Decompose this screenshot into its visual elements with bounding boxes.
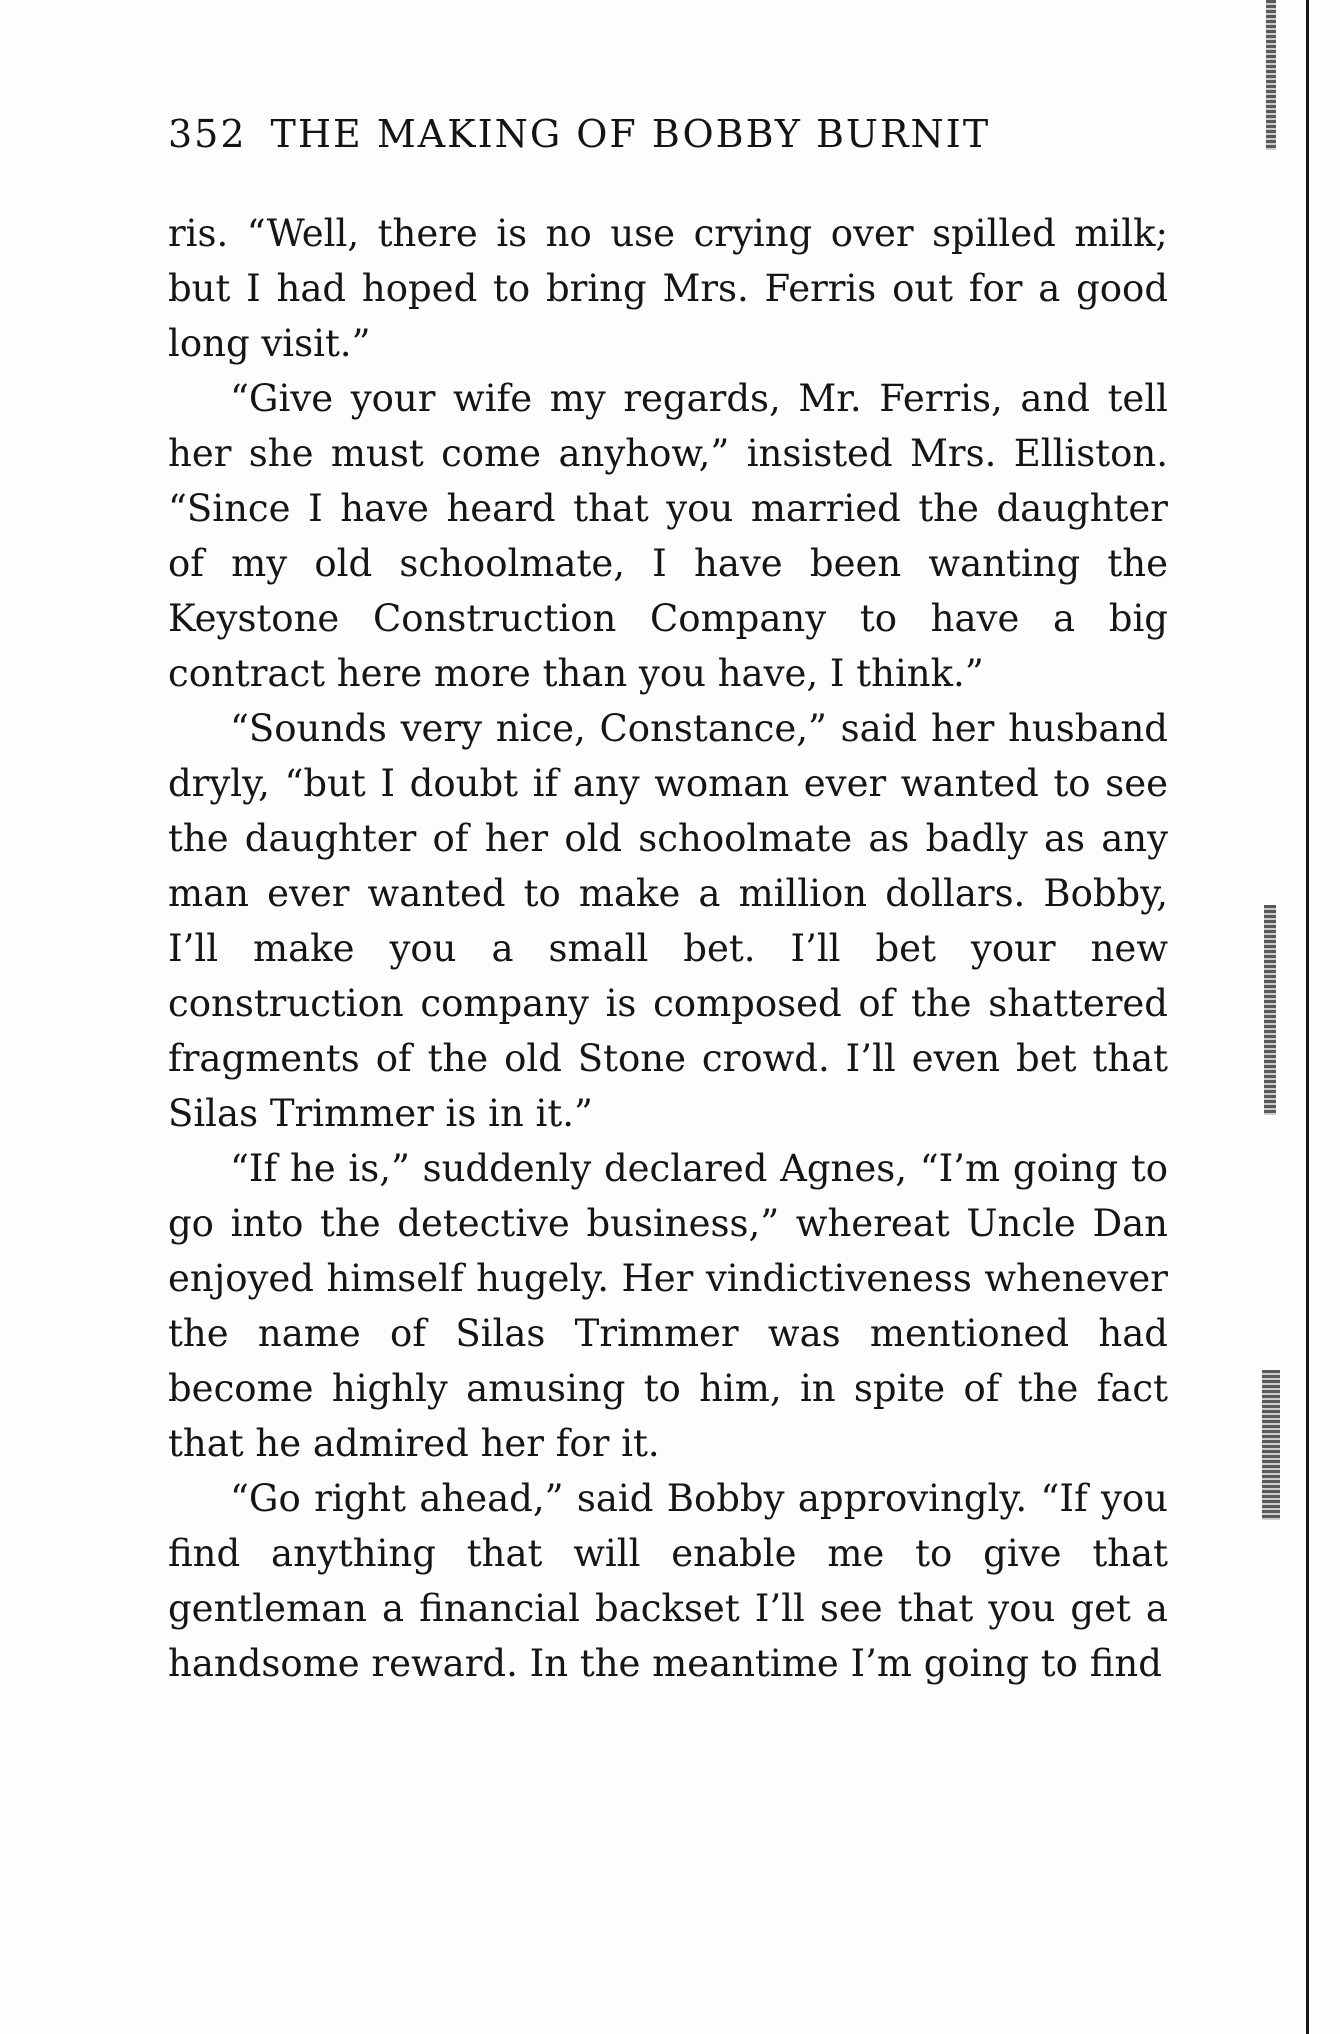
scan-artifact-top <box>1266 0 1276 150</box>
paragraph-1: ris. “Well, there is no use crying over spilled milk; but I had hoped to bring Mrs. Ferris out for a good long visit.” <box>168 212 1168 365</box>
paragraph-4: “If he is,” suddenly declared Agnes, “I’m going to go into the detective business,” whereat Uncle Dan enjoyed himself hugely. Her vindictiveness whenever the name of Silas Trimmer was mentioned had become highly amusing to him, in spite of the fact that he admired her for it. <box>168 1147 1168 1465</box>
running-header <box>168 112 1178 156</box>
paragraph-5: “Go right ahead,” said Bobby approvingly. “If you find anything that will enable me to give that gentleman a financial backset I’ll see that you get a handsome reward. In the meantime I’m going to find <box>168 1477 1168 1685</box>
paragraph-3: “Sounds very nice, Constance,” said her husband dryly, “but I doubt if any woman ever wanted to see the daughter of her old schoolmate as badly as any man ever wanted to make a million dollars. Bobby, I’ll make you a small bet. I’ll bet your new construction company is composed of the shattered fragments of the old Stone crowd. I’ll even bet that Silas Trimmer is in it.” <box>168 707 1168 1135</box>
scan-artifact-middle <box>1264 905 1276 1115</box>
page-edge-line <box>1306 0 1309 2034</box>
body-text <box>168 206 1168 1691</box>
scan-artifact-lower <box>1262 1370 1280 1520</box>
page-number: 352 <box>168 112 247 156</box>
paragraph-2: “Give your wife my regards, Mr. Ferris, and tell her she must come anyhow,” insisted Mrs. Elliston. “Since I have heard that you married the daughter of my old schoolmate, I have been wanting the Keystone Construction Company to have a big contract here more than you have, I think.” <box>168 377 1168 695</box>
running-title: THE MAKING OF BOBBY BURNIT <box>270 112 991 156</box>
